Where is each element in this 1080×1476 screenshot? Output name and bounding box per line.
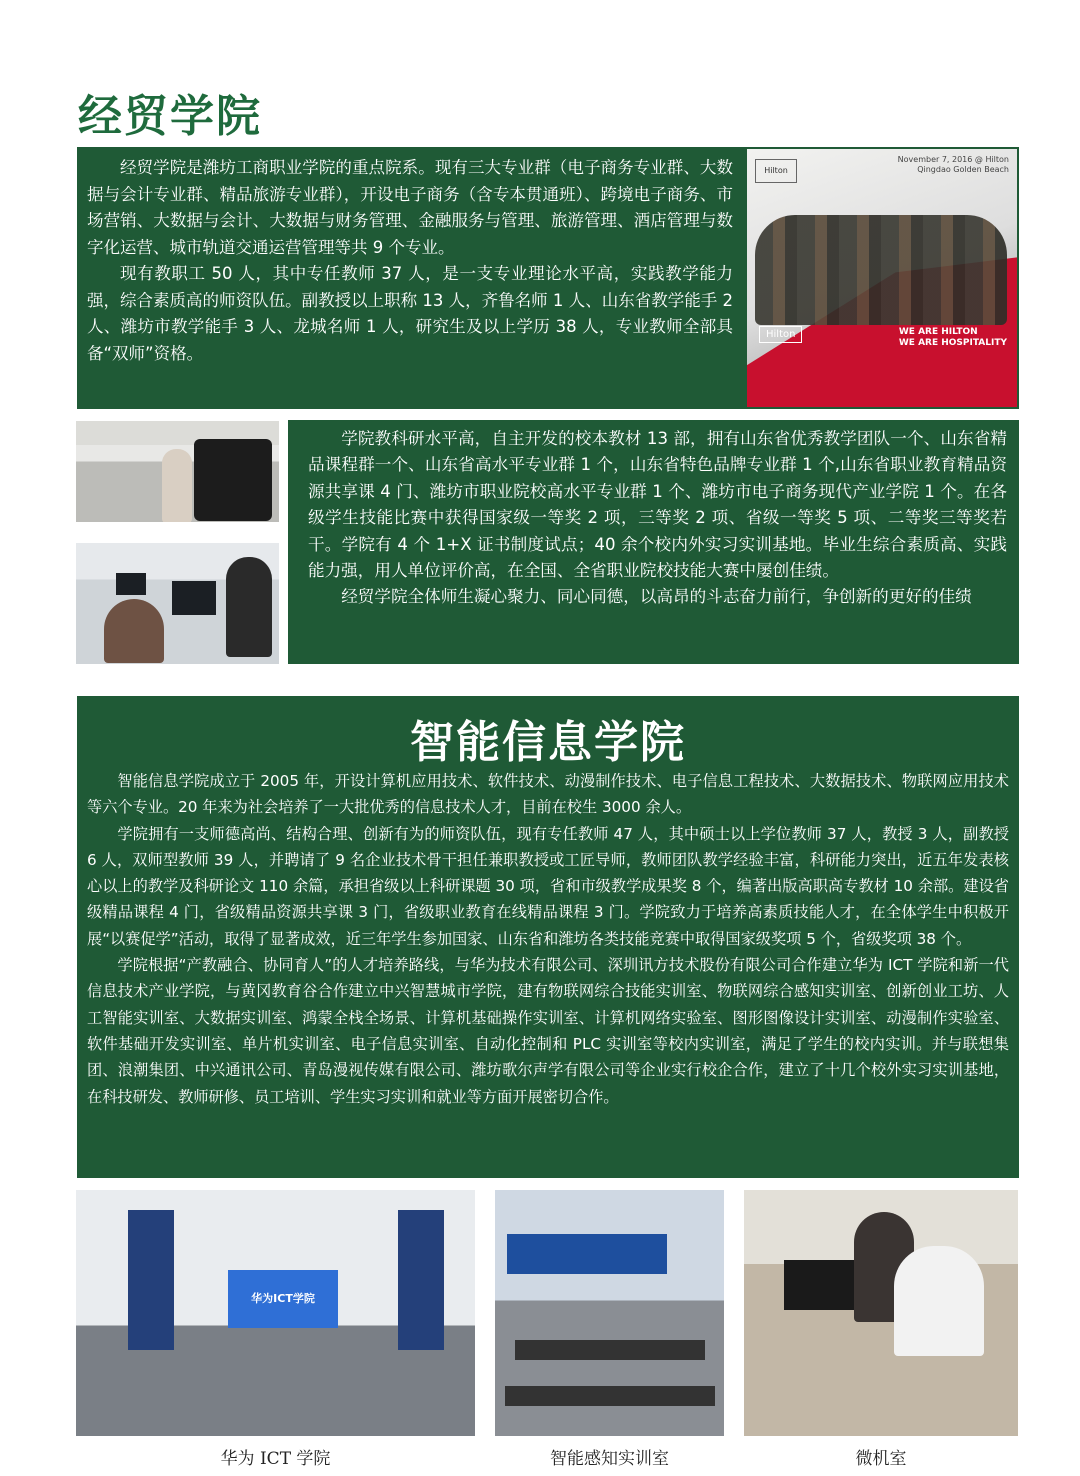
section1-intro-panel [77, 147, 745, 409]
photo-desk [505, 1386, 715, 1406]
photo-pillar [128, 1210, 174, 1350]
photo-person [226, 557, 272, 657]
section1-para2: 现有教职工 50 人，其中专任教师 37 人，是一支专业理论水平高，实践教学能力强，综合素质高的师资队伍。副教授以上职称 13 人，齐鲁名师 1 人、山东省教学能手 2 人、潍坊市教学能手 3 人、龙城名师 1 人，研究生及以上学历 38 人，专业教师全部具备“双师”资格。 [87, 264, 733, 363]
hilton-lower-logo: Hilton [759, 326, 802, 343]
smart-sensing-lab-photo [495, 1190, 724, 1436]
ict-screen-sign: 华为ICT学院 [228, 1270, 338, 1328]
ecommerce-studio-photo [76, 421, 279, 522]
photo-softbox [194, 439, 272, 521]
section2-panel [77, 696, 1019, 1178]
hilton-logo: Hilton [755, 159, 797, 183]
section1-title: 经贸学院 [78, 91, 262, 142]
section1-research-panel [288, 420, 1019, 664]
photo-date-text: November 7, 2016 @ Hilton Qingdao Golden Beach [897, 155, 1009, 174]
photo-display-wall [507, 1234, 667, 1274]
caption-smart-sensing-lab: 智能感知实训室 [550, 1449, 669, 1469]
hilton-tagline [899, 327, 1007, 349]
section2-para3: 学院根据“产教融合、协同育人”的人才培养路线，与华为技术有限公司、深圳讯方技术股份有限公司合作建立华为 ICT 学院和新一代信息技术产业学院，与黄冈教育谷合作建立中兴智慧城市学院，建有物联网综合技能实训室、物联网综合感知实训室、创新创业工坊、人工智能实训室、大数据实训室、鸿蒙全栈全场景、计算机基础操作实训室、计算机网络实验室、图形图像设计实训室、动漫制作实验室、软件基础开发实训室、单片机实训室、电子信息实训室、自动化控制和 PLC 实训室等校内实训室，满足了学生的校内实训。并与联想集团、浪潮集团、中兴通讯公司、青岛漫视传媒有限公司、潍坊歌尔声学有限公司等企业实行校企合作，建立了十几个校外实习实训基地，在科技研发、教师研修、员工培训、学生实习实训和就业等方面开展密切合作。 [87, 956, 1009, 1106]
photo-monitor [784, 1260, 854, 1310]
hilton-team-photo [745, 147, 1019, 409]
photo-person [104, 599, 164, 663]
photo-monitor [116, 573, 146, 595]
photo-desk [515, 1340, 705, 1360]
tagline-line-1: WE ARE HILTON [898, 327, 978, 337]
microcomputer-room-photo [744, 1190, 1018, 1436]
photo-person [162, 449, 192, 522]
section2-para2: 学院拥有一支师德高尚、结构合理、创新有为的师资队伍，现有专任教师 47 人，其中硕士以上学位教师 37 人，教授 3 人，副教授 6 人，双师型教师 39 人，并聘请了 9 名企业技术骨干担任兼职教授或工匠导师，教师团队教学经验丰富，科研能力突出，近五年发表核心以上的教学及科研论文 110 余篇，承担省级以上科研课题 30 项，省和市级教学成果奖 8 个，编著出版高职高专教材 10 余部。建设省级精品课程 4 门，省级精品资源共享课 3 门，省级职业教育在线精品课程 3 门。学院致力于培养高素质技能人才，在全体学生中积极开展“以赛促学”活动，取得了显著成效，近三年学生参加国家、山东省和潍坊各类技能竞赛中取得国家级奖项 5 个，省级奖项 38 个。 [87, 824, 1009, 948]
photo-person [894, 1246, 984, 1356]
computer-lab-photo [76, 543, 279, 664]
section2-title: 智能信息学院 [410, 717, 686, 768]
section1-para3: 学院教科研水平高，自主开发的校本教材 13 部，拥有山东省优秀教学团队一个、山东省精品课程群一个、山东省高水平专业群 1 个，山东省特色品牌专业群 1 个,山东省职业教育精品资源共享课 4 门、潍坊市职业院校高水平专业群 1 个、潍坊市电子商务现代产业学院 1 个。在各级学生技能比赛中获得国家级一等奖 2 项，三等奖 2 项、省级一等奖 5 项、二等奖三等奖若干。学院有 4 个 1+X 证书制度试点；40 余个校内外实习实训基地。毕业生综合素质高、实践能力强，用人单位评价高，在全国、全省职业院校技能大赛中屡创佳绩。 [308, 429, 1007, 581]
photo-monitor [172, 581, 216, 615]
caption-huawei-ict: 华为 ICT 学院 [220, 1449, 331, 1469]
huawei-ict-photo [76, 1190, 475, 1436]
section1-para4: 经贸学院全体师生凝心聚力、同心同德，以高昂的斗志奋力前行，争创新的更好的佳绩 [341, 587, 972, 607]
section2-para1: 智能信息学院成立于 2005 年，开设计算机应用技术、软件技术、动漫制作技术、电子信息工程技术、大数据技术、物联网应用技术等六个专业。20 年来为社会培养了一大批优秀的信息技术人才，目前在校生 3000 余人。 [87, 772, 1009, 817]
photo-pillar [398, 1210, 444, 1350]
group-of-staff [755, 215, 1007, 325]
caption-micro-room: 微机室 [855, 1449, 907, 1469]
tagline-line-2: WE ARE HOSPITALITY [898, 338, 1007, 348]
section1-para1: 经贸学院是潍坊工商职业学院的重点院系。现有三大专业群（电子商务专业群、大数据与会计专业群、精品旅游专业群），开设电子商务（含专本贯通班）、跨境电子商务、市场营销、大数据与会计、大数据与财务管理、金融服务与管理、旅游管理、酒店管理与数字化运营、城市轨道交通运营管理等共 9 个专业。 [87, 158, 733, 257]
